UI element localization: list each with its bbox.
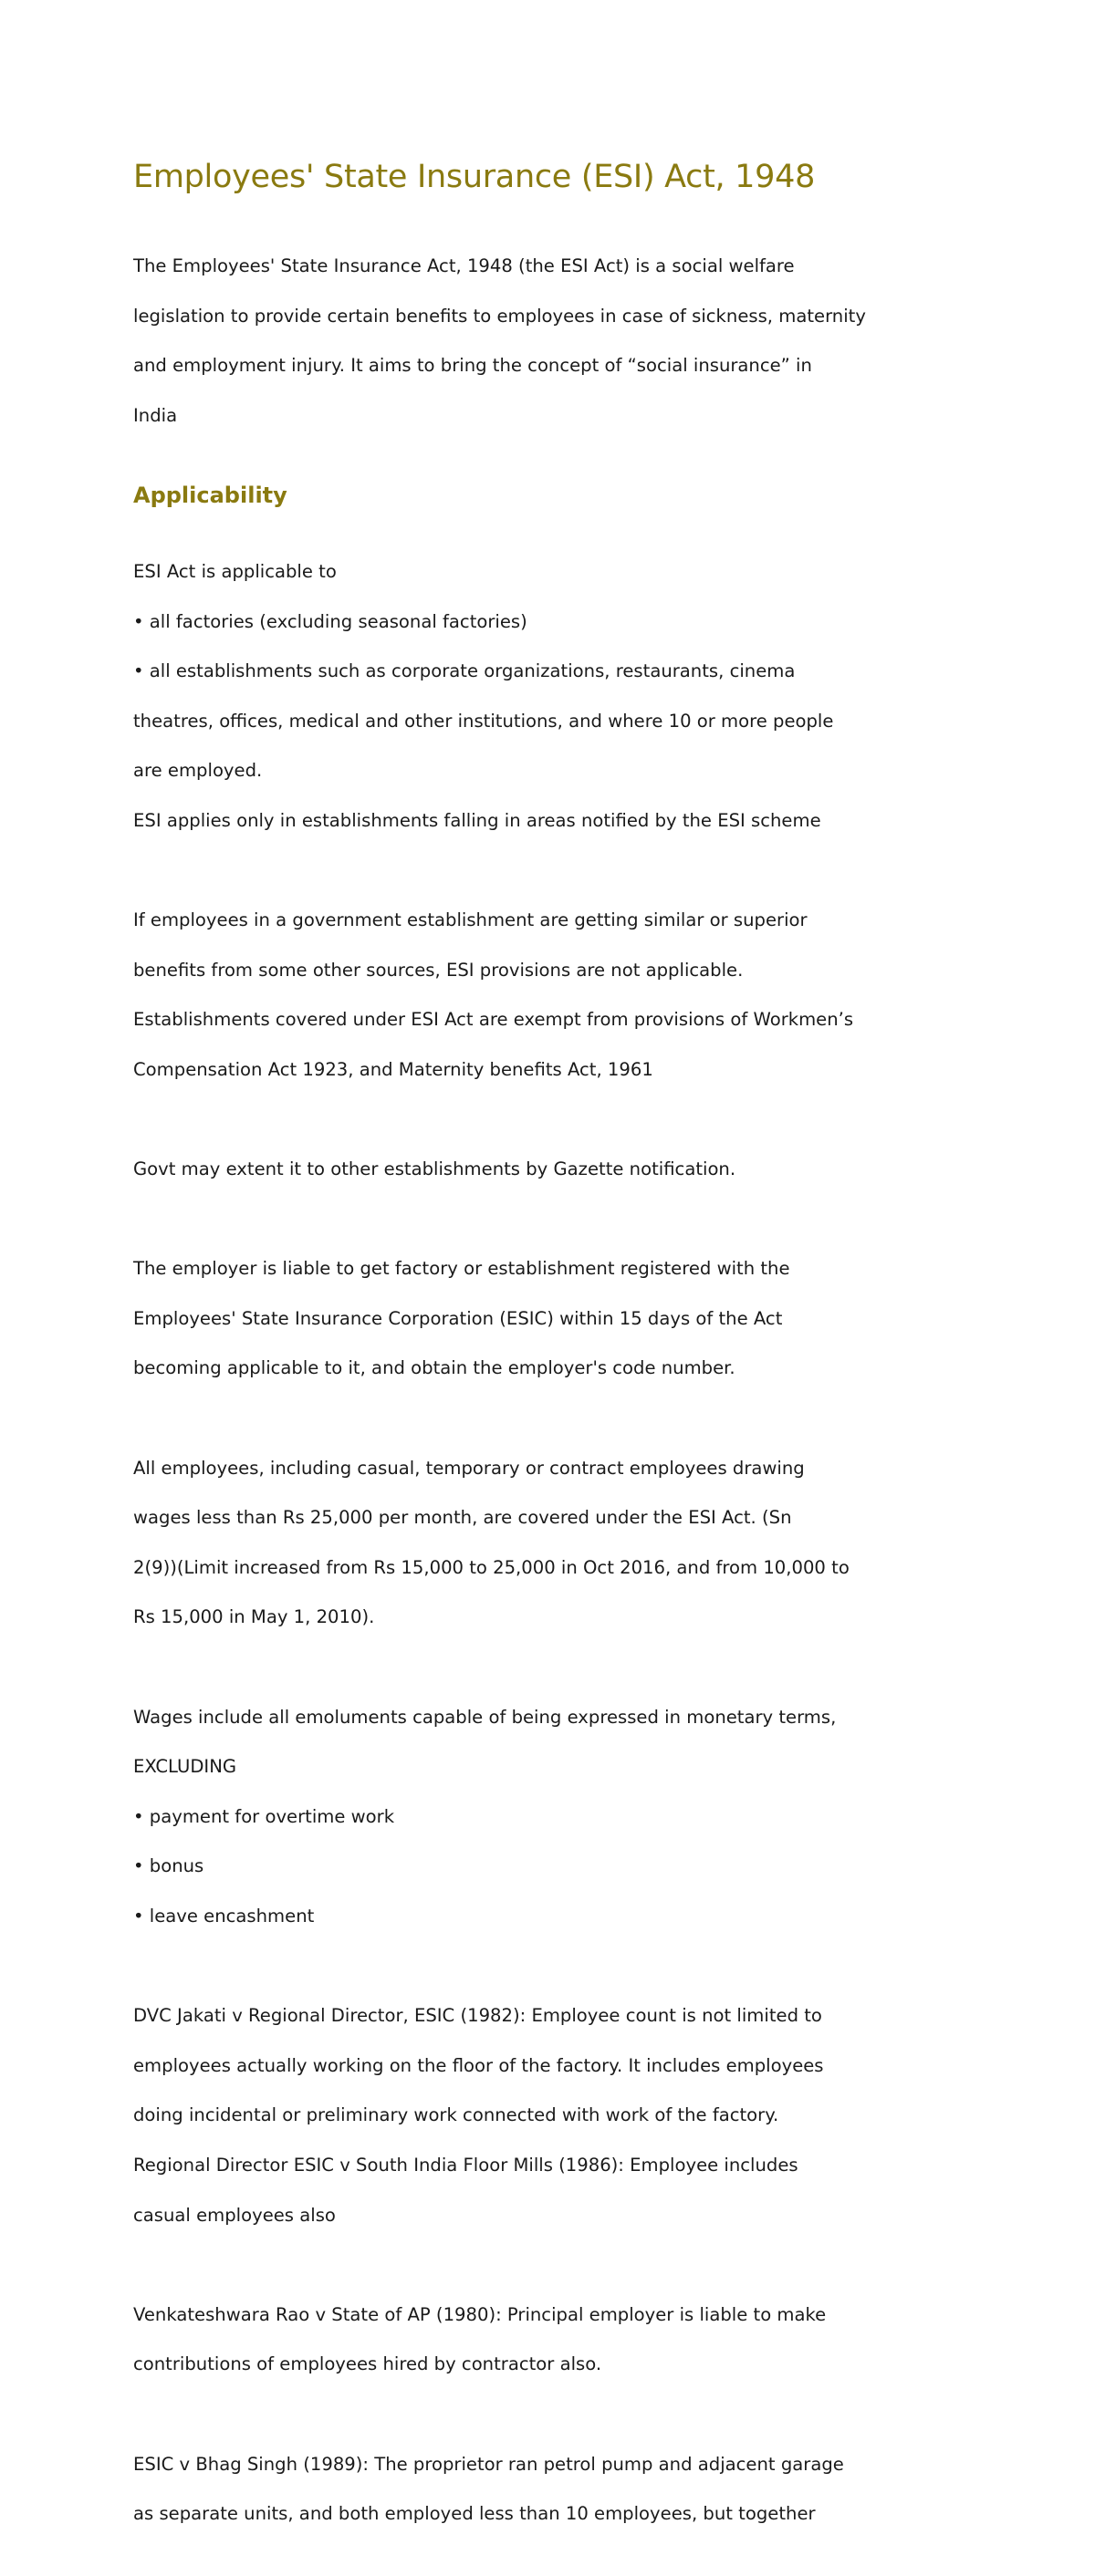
text-line: 2(9))(Limit increased from Rs 15,000 to 25,000 in Oct 2016, and from 10,000 to [133, 1556, 850, 1578]
paragraph-case-dvc-jakati [133, 1979, 982, 2252]
paragraph-case-venkateshwara [133, 2277, 982, 2401]
text-line: benefits from some other sources, ESI provisions are not applicable. [133, 959, 744, 981]
paragraph-case-bhag-singh [133, 2426, 982, 2550]
text-line: Govt may extent it to other establishments by Gazette notification. [133, 1158, 736, 1180]
text-line: ESI applies only in establishments falling in areas notified by the ESI scheme [133, 809, 821, 831]
text-line: All employees, including casual, temporary or contract employees drawing [133, 1457, 805, 1479]
text-line: Regional Director ESIC v South India Floor Mills (1986): Employee includes [133, 2154, 798, 2176]
section-heading: Applicability [133, 482, 287, 508]
document-page [133, 155, 982, 2576]
text-line: and employment injury. It aims to bring the concept of “social insurance” in [133, 355, 812, 377]
list-item: • payment for overtime work [133, 1805, 395, 1827]
paragraph-exemptions [133, 883, 982, 1107]
text-line: If employees in a government establishment are getting similar or superior [133, 909, 808, 931]
list-item: • bonus [133, 1855, 204, 1877]
text-line: legislation to provide certain benefits to employees in case of sickness, maternity [133, 305, 866, 327]
text-line: contributions of employees hired by contractor also. [133, 2353, 602, 2375]
paragraph-applicability [133, 535, 982, 858]
text-line: India [133, 405, 178, 427]
text-line: Rs 15,000 in May 1, 2010). [133, 1606, 375, 1628]
text-line: ESIC v Bhag Singh (1989): The proprietor ran petrol pump and adjacent garage [133, 2453, 844, 2475]
text-line: DVC Jakati v Regional Director, ESIC (1982): Employee count is not limited to [133, 2005, 822, 2027]
text-line: ESI Act is applicable to [133, 560, 337, 582]
paragraph-wages [133, 1679, 982, 1953]
intro-paragraph [133, 229, 982, 453]
page-title: Employees' State Insurance (ESI) Act, 1948 [133, 159, 816, 195]
text-line: The Employees' State Insurance Act, 1948 (the ESI Act) is a social welfare [133, 255, 795, 277]
text-line: The employer is liable to get factory or establishment registered with the [133, 1258, 790, 1280]
text-line: Compensation Act 1923, and Maternity benefits Act, 1961 [133, 1058, 653, 1080]
text-line: are employed. [133, 760, 263, 782]
text-line: Venkateshwara Rao v State of AP (1980): Principal employer is liable to make [133, 2303, 827, 2325]
text-line: EXCLUDING [133, 1756, 237, 1778]
list-item: • all establishments such as corporate organizations, restaurants, cinema [133, 660, 796, 682]
text-line: theatres, offices, medical and other institutions, and where 10 or more people [133, 710, 834, 732]
text-line: Establishments covered under ESI Act are exempt from provisions of Workmen’s [133, 1009, 854, 1031]
list-item: • leave encashment [133, 1906, 315, 1927]
paragraph-coverage [133, 1430, 982, 1655]
text-line: casual employees also [133, 2204, 336, 2226]
list-item: • all factories (excluding seasonal factories) [133, 610, 527, 632]
text-line: wages less than Rs 25,000 per month, are covered under the ESI Act. (Sn [133, 1507, 792, 1529]
text-line: Wages include all emoluments capable of being expressed in monetary terms, [133, 1706, 837, 1728]
paragraph-gazette [133, 1132, 982, 1207]
text-line: as separate units, and both employed less than 10 employees, but together [133, 2503, 816, 2525]
text-line: becoming applicable to it, and obtain the employer's code number. [133, 1357, 735, 1379]
text-line: doing incidental or preliminary work connected with work of the factory. [133, 2104, 779, 2126]
paragraph-registration [133, 1231, 982, 1406]
text-line: employees actually working on the floor of the factory. It includes employees [133, 2054, 824, 2076]
text-line: Employees' State Insurance Corporation (ESIC) within 15 days of the Act [133, 1307, 783, 1329]
